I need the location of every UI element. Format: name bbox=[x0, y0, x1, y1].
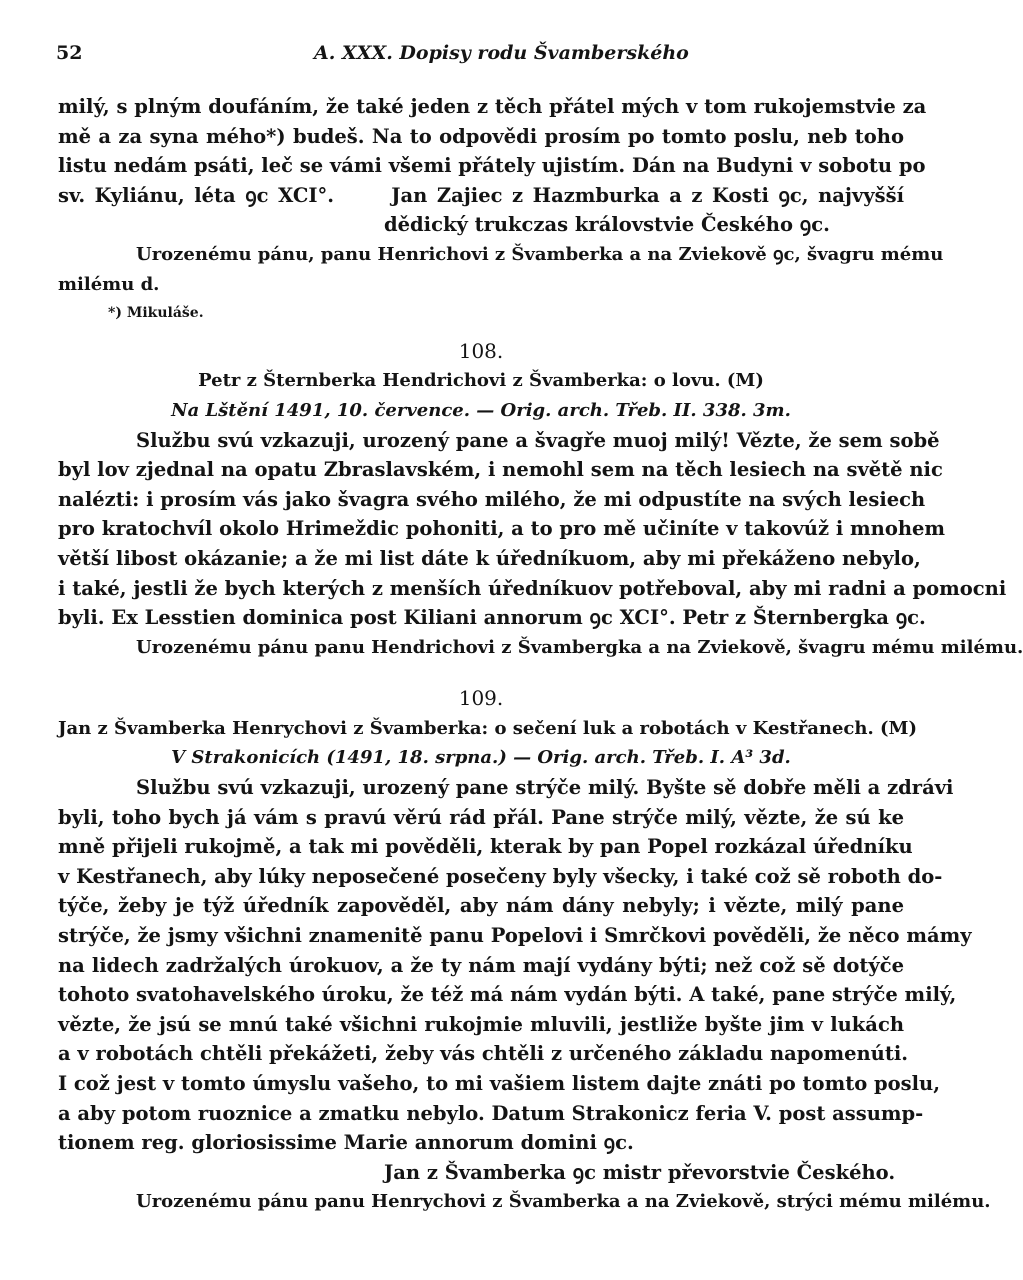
text-line: sv. Kyliánu, léta ꝯc XCI°. Jan Zajiec z Hazmburka a z Kosti ꝯc, najvyšší bbox=[58, 183, 904, 207]
text-line: listu nedám psáti, leč se vámi všemi přátely ujistím. Dán na Budyni v sobotu po bbox=[58, 154, 926, 178]
text-line: v Kestřanech, aby lúky neposečené posečeny byly všecky, i také což sě roboth do- bbox=[58, 864, 943, 888]
page-body bbox=[58, 92, 1023, 1217]
text-line: a aby potom ruoznice a zmatku nebylo. Datum Strakonicz feria V. post assump- bbox=[58, 1101, 924, 1125]
address-line: Urozenému pánu, panu Henrichovi z Švamberka a na Zviekově ꝯc, švagru mému bbox=[136, 243, 944, 265]
letter-title: Jan z Švamberka Henrychovi z Švamberka: o sečení luk a robotách v Kestřanech. (M) bbox=[58, 717, 917, 739]
address-line: Urozenému pánu panu Hendrichovi z Švambergka a na Zviekově, švagru mému milému. bbox=[136, 636, 1023, 658]
page-number: 52 bbox=[56, 42, 83, 64]
signature-line: Jan z Švamberka ꝯc mistr převorstvie Českého. bbox=[384, 1160, 896, 1184]
address-line: Urozenému pánu panu Henrychovi z Švamberka a na Zviekově, strýci mému milému. bbox=[136, 1191, 991, 1213]
text-line: týče, žeby je týž úředník zapověděl, aby nám dány nebyly; i vězte, milý pane bbox=[58, 894, 904, 918]
text-line: vězte, že jsú se mnú také všichni rukojmie mluvili, jestliže byšte jim v lukách bbox=[58, 1012, 904, 1036]
letter-title: Petr z Šternberka Hendrichovi z Švamberka: o lovu. (M) bbox=[198, 370, 764, 392]
signature-line: dědický trukczas královstvie Českého ꝯc. bbox=[384, 213, 830, 237]
text-line: Službu svú vzkazuji, urozený pane a švagře muoj milý! Vězte, že sem sobě bbox=[136, 428, 940, 452]
running-title: A. XXX. Dopisy rodu Švamberského bbox=[314, 42, 689, 64]
section-gap bbox=[58, 662, 904, 676]
text-line: tionem reg. gloriosissime Marie annorum domini ꝯc. bbox=[58, 1131, 634, 1155]
text-line: a v robotách chtěli překážeti, žeby vás chtěli z určeného základu napomenúti. bbox=[58, 1042, 909, 1066]
footnote: *) Mikuláše. bbox=[108, 305, 204, 322]
address-line: milému d. bbox=[58, 273, 160, 295]
letter-number: 109. bbox=[458, 686, 504, 711]
text-line: i také, jestli že bych kterých z menších úředníkuov potřeboval, aby mi radni a pomocni bbox=[58, 576, 1007, 600]
text-line: byli, toho bych já vám s pravú věrú rád přál. Pane strýče milý, vězte, že sú ke bbox=[58, 805, 904, 829]
text-line: milý, s plným doufáním, že také jeden z těch přátel mých v tom rukojemstvie za bbox=[58, 95, 927, 118]
text-line: na lidech zadržalých úrokuov, a že ty nám mají vydány býti; než což sě dotýče bbox=[58, 953, 904, 977]
text-line: byl lov zjednal na opatu Zbraslavském, i nemohl sem na těch lesiech na světě nic bbox=[58, 458, 943, 482]
page-header bbox=[56, 42, 906, 72]
text-line: byli. Ex Lesstien dominica post Kiliani annorum ꝯc XCI°. Petr z Šternbergka ꝯc. bbox=[58, 606, 926, 630]
text-line: nalézti: i prosím vás jako švagra svého milého, že mi odpustíte na svých lesiech bbox=[58, 487, 926, 511]
text-line: pro kratochvíl okolo Hrimeždic pohoniti, a to pro mě učiníte v takovúž i mnohem bbox=[58, 517, 946, 541]
letter-source: Na Lštění 1491, 10. července. — Orig. arch. Třeb. II. 338. 3m. bbox=[171, 399, 791, 421]
text-line: I což jest v tomto úmyslu vašeho, to mi vašiem listem dajte znáti po tomto poslu, bbox=[58, 1072, 940, 1095]
text-line: mně přijeli rukojmě, a tak mi pověděli, kterak by pan Popel rozkázal úředníku bbox=[58, 835, 913, 859]
letter-source: V Strakonicích (1491, 18. srpna.) — Orig. arch. Třeb. I. A³ 3d. bbox=[171, 747, 791, 769]
text-line: větší libost okázanie; a že mi list dáte k úředníkuom, aby mi překáženo nebylo, bbox=[58, 546, 921, 570]
text-line: mě a za syna mého*) budeš. Na to odpovědi prosím po tomto poslu, neb toho bbox=[58, 124, 904, 148]
letter-number: 108. bbox=[458, 338, 504, 363]
text-line: Službu svú vzkazuji, urozený pane strýče milý. Byšte sě dobře měli a zdrávi bbox=[136, 776, 954, 800]
text-line: strýče, že jsmy všichni znamenitě panu Popelovi i Smrčkovi pověděli, že něco mámy bbox=[58, 924, 972, 948]
text-line: tohoto svatohavelského úroku, že též má nám vydán býti. A také, pane strýče milý, bbox=[58, 983, 957, 1007]
